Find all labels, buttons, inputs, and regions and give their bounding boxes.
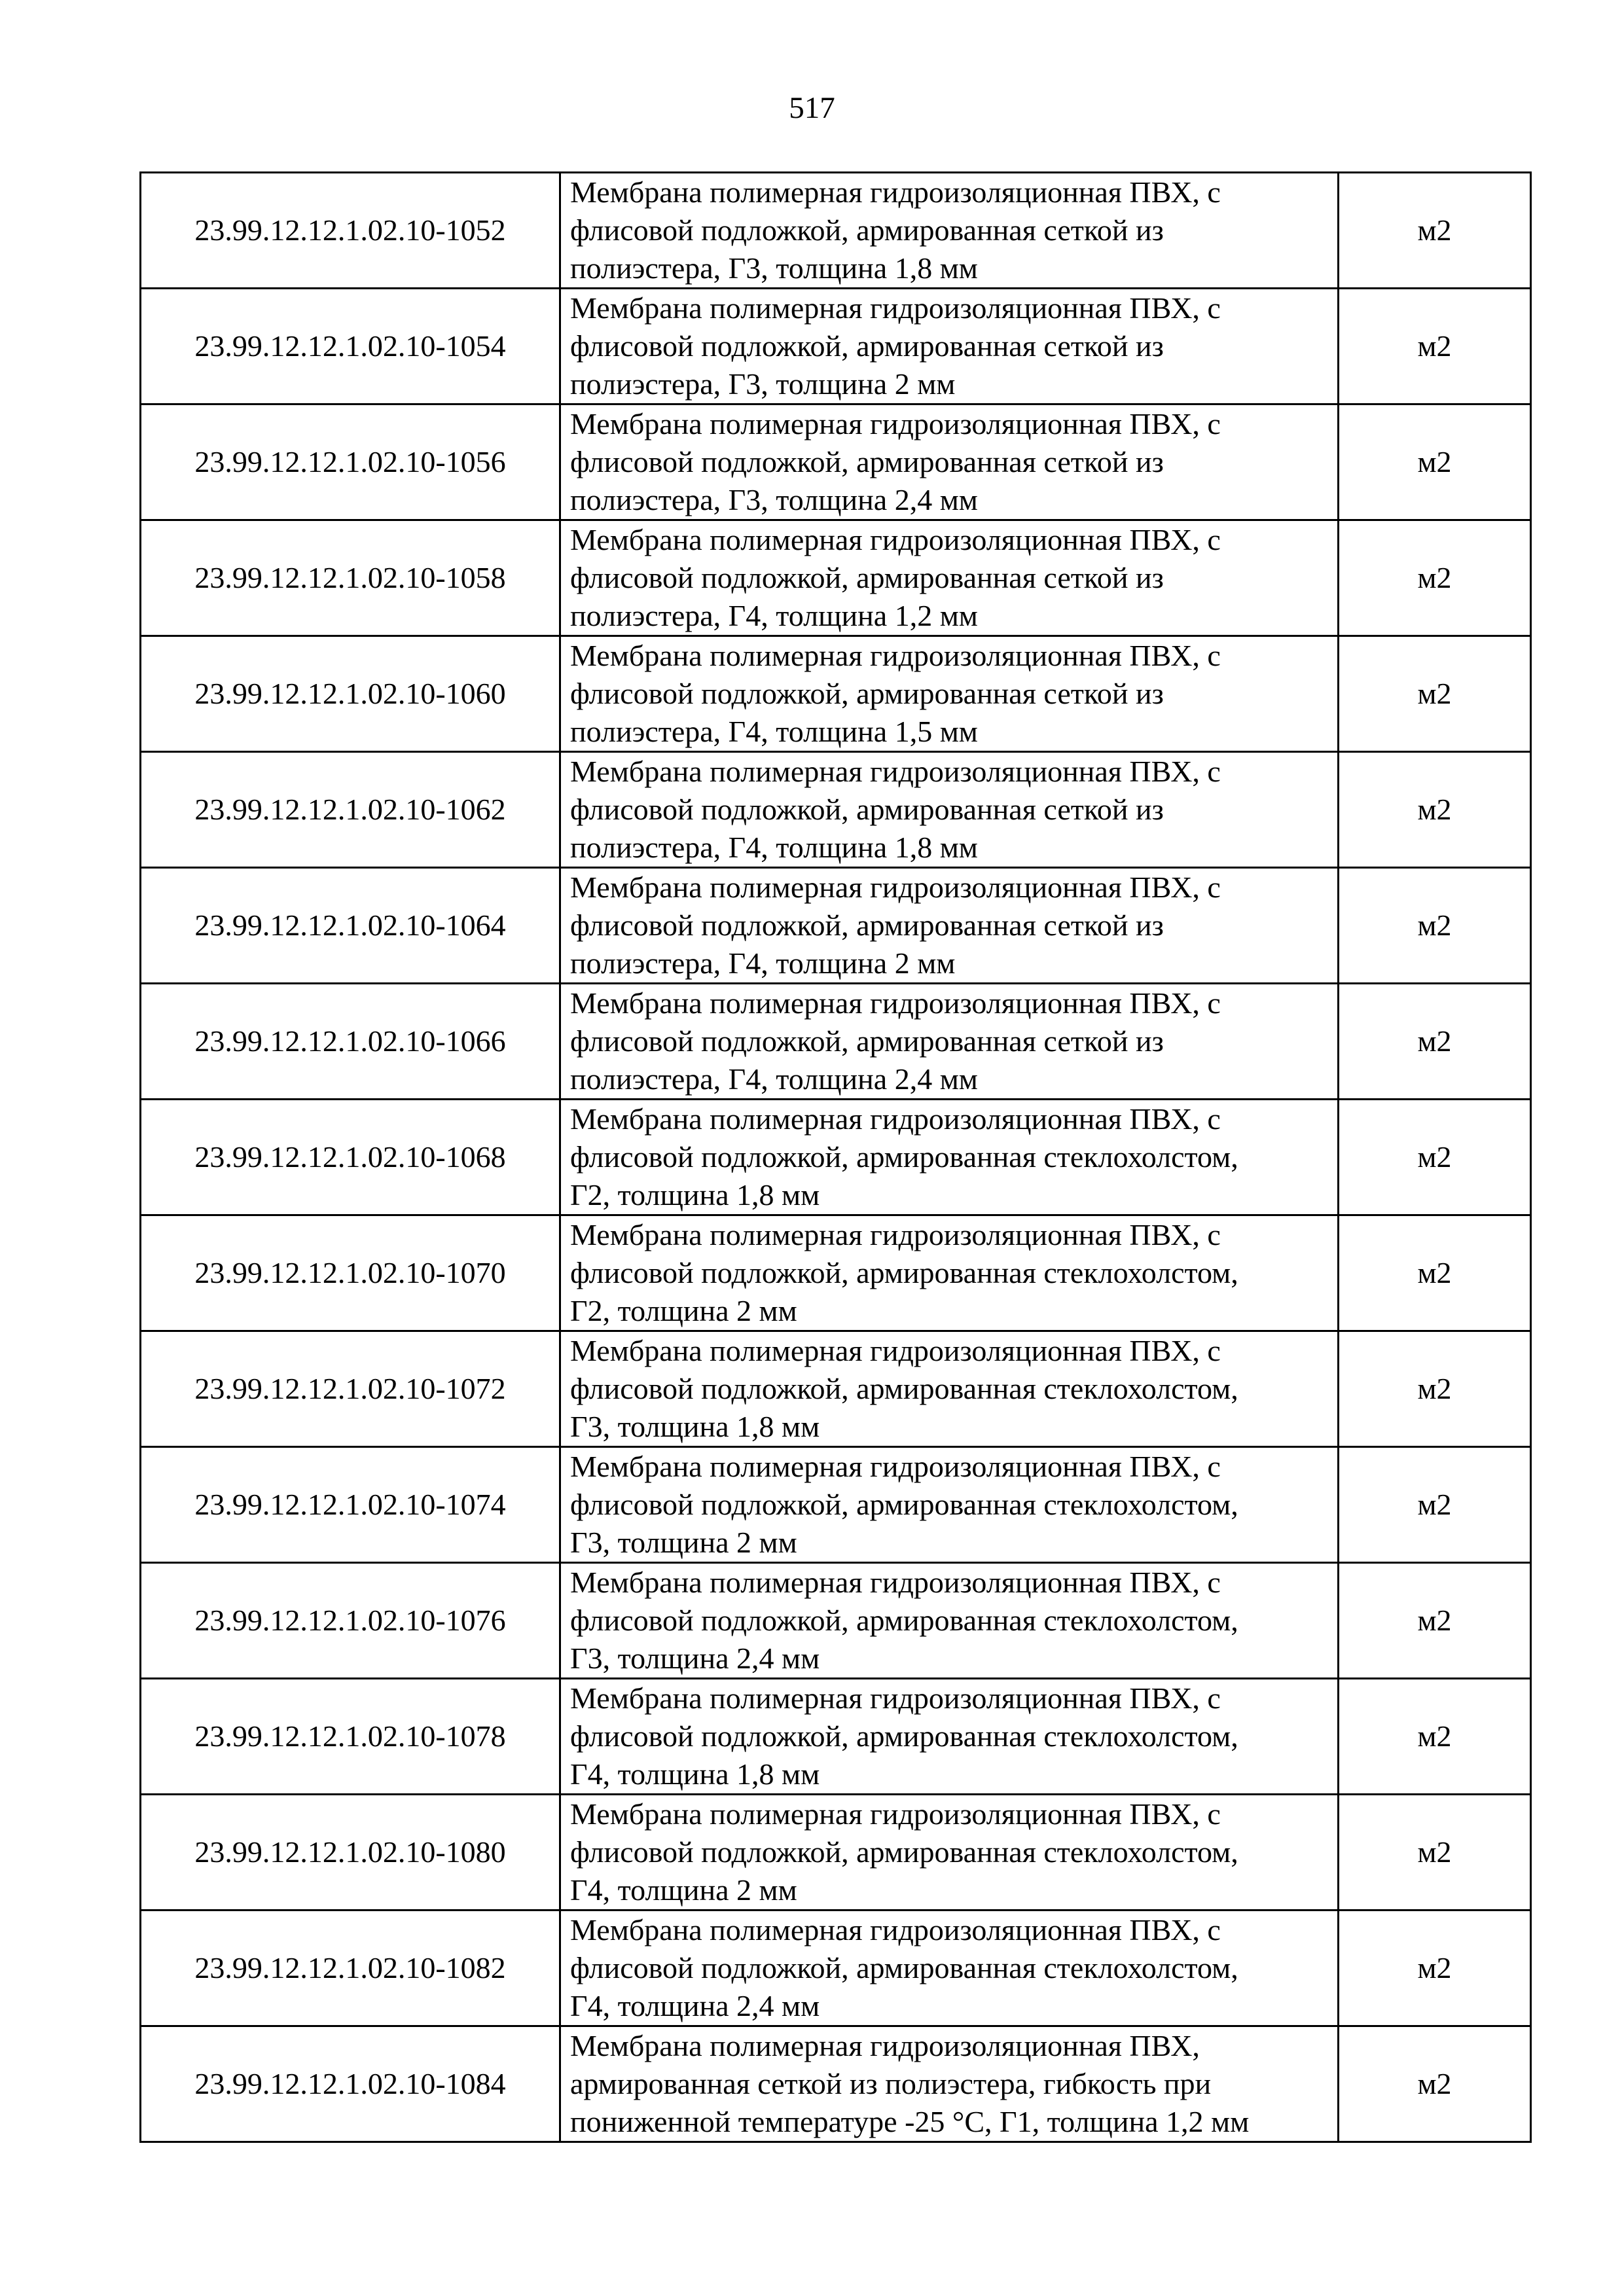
- resource-code-cell: 23.99.12.12.1.02.10-1084: [141, 2026, 560, 2142]
- description-line: флисовой подложкой, армированная сеткой из: [570, 1024, 1164, 1058]
- resource-code-cell: 23.99.12.12.1.02.10-1082: [141, 1910, 560, 2026]
- description-line: полиэстера, Г4, толщина 2,4 мм: [570, 1062, 978, 1096]
- resource-code-cell: 23.99.12.12.1.02.10-1080: [141, 1795, 560, 1910]
- resource-description-cell: [560, 1795, 1339, 1910]
- resource-description-cell: [560, 520, 1339, 636]
- description-line: Мембрана полимерная гидроизоляционная ПВХ, с: [570, 291, 1221, 325]
- table-row: [141, 1679, 1531, 1795]
- description-line: полиэстера, Г4, толщина 1,2 мм: [570, 599, 978, 632]
- table-row: [141, 173, 1531, 289]
- unit-cell: м2: [1339, 2026, 1531, 2142]
- resource-code-cell: 23.99.12.12.1.02.10-1064: [141, 868, 560, 984]
- resource-description-cell: [560, 2026, 1339, 2142]
- description-line: флисовой подложкой, армированная стеклохолстом,: [570, 1256, 1238, 1289]
- unit-cell: м2: [1339, 752, 1531, 868]
- description-line: полиэстера, Г3, толщина 2,4 мм: [570, 483, 978, 516]
- description-line: Мембрана полимерная гидроизоляционная ПВХ, с: [570, 1450, 1221, 1483]
- description-line: флисовой подложкой, армированная сеткой из: [570, 329, 1164, 363]
- description-line: полиэстера, Г4, толщина 1,8 мм: [570, 831, 978, 864]
- description-line: Г2, толщина 2 мм: [570, 1294, 797, 1327]
- resource-description-cell: [560, 984, 1339, 1100]
- description-line: флисовой подложкой, армированная сеткой из: [570, 677, 1164, 710]
- description-line: флисовой подложкой, армированная стеклохолстом,: [570, 1719, 1238, 1753]
- unit-cell: м2: [1339, 1679, 1531, 1795]
- unit-cell: м2: [1339, 1447, 1531, 1563]
- table-row: [141, 1563, 1531, 1679]
- resource-code-cell: 23.99.12.12.1.02.10-1066: [141, 984, 560, 1100]
- description-line: Мембрана полимерная гидроизоляционная ПВХ, с: [570, 1681, 1221, 1715]
- resource-table-body: [141, 173, 1531, 2142]
- resource-code-cell: 23.99.12.12.1.02.10-1078: [141, 1679, 560, 1795]
- table-row: [141, 1100, 1531, 1215]
- description-line: Мембрана полимерная гидроизоляционная ПВХ, с: [570, 986, 1221, 1020]
- resource-description-cell: [560, 636, 1339, 752]
- description-line: Мембрана полимерная гидроизоляционная ПВХ, с: [570, 1334, 1221, 1367]
- description-line: полиэстера, Г4, толщина 1,5 мм: [570, 715, 978, 748]
- description-line: Мембрана полимерная гидроизоляционная ПВХ, с: [570, 175, 1221, 209]
- unit-cell: м2: [1339, 520, 1531, 636]
- table-row: [141, 520, 1531, 636]
- description-line: Г4, толщина 2,4 мм: [570, 1989, 820, 2022]
- resource-description-cell: [560, 1679, 1339, 1795]
- resource-description-cell: [560, 1331, 1339, 1447]
- resource-code-cell: 23.99.12.12.1.02.10-1058: [141, 520, 560, 636]
- unit-cell: м2: [1339, 868, 1531, 984]
- table-row: [141, 1447, 1531, 1563]
- unit-cell: м2: [1339, 1910, 1531, 2026]
- page-number: 517: [789, 91, 835, 125]
- description-line: Мембрана полимерная гидроизоляционная ПВХ,: [570, 2029, 1200, 2062]
- description-line: флисовой подложкой, армированная стеклохолстом,: [570, 1372, 1238, 1405]
- resource-code-cell: 23.99.12.12.1.02.10-1070: [141, 1215, 560, 1331]
- resource-description-cell: [560, 1447, 1339, 1563]
- description-line: Г3, толщина 1,8 мм: [570, 1410, 820, 1443]
- table-row: [141, 1795, 1531, 1910]
- description-line: Мембрана полимерная гидроизоляционная ПВХ, с: [570, 1913, 1221, 1946]
- resource-description-cell: [560, 1100, 1339, 1215]
- description-line: Мембрана полимерная гидроизоляционная ПВХ, с: [570, 1566, 1221, 1599]
- description-line: флисовой подложкой, армированная сеткой из: [570, 445, 1164, 478]
- resource-description-cell: [560, 1910, 1339, 2026]
- resource-description-cell: [560, 289, 1339, 404]
- resource-description-cell: [560, 1215, 1339, 1331]
- unit-cell: м2: [1339, 173, 1531, 289]
- table-row: [141, 752, 1531, 868]
- unit-cell: м2: [1339, 1795, 1531, 1910]
- description-line: Г2, толщина 1,8 мм: [570, 1178, 820, 1211]
- unit-cell: м2: [1339, 1331, 1531, 1447]
- table-row: [141, 2026, 1531, 2142]
- unit-cell: м2: [1339, 289, 1531, 404]
- description-line: флисовой подложкой, армированная стеклохолстом,: [570, 1835, 1238, 1869]
- resource-code-cell: 23.99.12.12.1.02.10-1054: [141, 289, 560, 404]
- table-row: [141, 289, 1531, 404]
- description-line: флисовой подложкой, армированная сеткой из: [570, 561, 1164, 594]
- unit-cell: м2: [1339, 636, 1531, 752]
- table-row: [141, 636, 1531, 752]
- resource-description-cell: [560, 404, 1339, 520]
- description-line: полиэстера, Г3, толщина 2 мм: [570, 367, 956, 401]
- unit-cell: м2: [1339, 1215, 1531, 1331]
- description-line: Г4, толщина 1,8 мм: [570, 1757, 820, 1791]
- resource-code-cell: 23.99.12.12.1.02.10-1072: [141, 1331, 560, 1447]
- description-line: флисовой подложкой, армированная сеткой из: [570, 908, 1164, 942]
- resource-description-cell: [560, 173, 1339, 289]
- description-line: Мембрана полимерная гидроизоляционная ПВХ, с: [570, 755, 1221, 788]
- description-line: Мембрана полимерная гидроизоляционная ПВХ, с: [570, 870, 1221, 904]
- resource-code-cell: 23.99.12.12.1.02.10-1074: [141, 1447, 560, 1563]
- resource-description-cell: [560, 1563, 1339, 1679]
- resource-code-cell: 23.99.12.12.1.02.10-1068: [141, 1100, 560, 1215]
- description-line: Мембрана полимерная гидроизоляционная ПВХ, с: [570, 639, 1221, 672]
- unit-cell: м2: [1339, 1100, 1531, 1215]
- resource-description-cell: [560, 868, 1339, 984]
- table-row: [141, 1331, 1531, 1447]
- description-line: пониженной температуре -25 °С, Г1, толщина 1,2 мм: [570, 2105, 1250, 2138]
- resource-description-cell: [560, 752, 1339, 868]
- description-line: Г3, толщина 2 мм: [570, 1526, 797, 1559]
- unit-cell: м2: [1339, 404, 1531, 520]
- description-line: армированная сеткой из полиэстера, гибкость при: [570, 2067, 1212, 2100]
- description-line: полиэстера, Г3, толщина 1,8 мм: [570, 251, 978, 285]
- description-line: флисовой подложкой, армированная стеклохолстом,: [570, 1951, 1238, 1984]
- description-line: флисовой подложкой, армированная стеклохолстом,: [570, 1488, 1238, 1521]
- description-line: флисовой подложкой, армированная стеклохолстом,: [570, 1604, 1238, 1637]
- unit-cell: м2: [1339, 984, 1531, 1100]
- description-line: Мембрана полимерная гидроизоляционная ПВХ, с: [570, 523, 1221, 556]
- description-line: Мембрана полимерная гидроизоляционная ПВХ, с: [570, 407, 1221, 440]
- resource-code-cell: 23.99.12.12.1.02.10-1076: [141, 1563, 560, 1679]
- table-row: [141, 868, 1531, 984]
- unit-cell: м2: [1339, 1563, 1531, 1679]
- resource-code-cell: 23.99.12.12.1.02.10-1056: [141, 404, 560, 520]
- description-line: Мембрана полимерная гидроизоляционная ПВХ, с: [570, 1218, 1221, 1251]
- resource-code-cell: 23.99.12.12.1.02.10-1052: [141, 173, 560, 289]
- description-line: Г4, толщина 2 мм: [570, 1873, 797, 1907]
- table-row: [141, 984, 1531, 1100]
- description-line: Г3, толщина 2,4 мм: [570, 1641, 820, 1675]
- resource-code-cell: 23.99.12.12.1.02.10-1062: [141, 752, 560, 868]
- table-row: [141, 404, 1531, 520]
- resource-code-cell: 23.99.12.12.1.02.10-1060: [141, 636, 560, 752]
- description-line: флисовой подложкой, армированная сеткой из: [570, 793, 1164, 826]
- table-row: [141, 1215, 1531, 1331]
- description-line: флисовой подложкой, армированная сеткой из: [570, 213, 1164, 247]
- table-row: [141, 1910, 1531, 2026]
- description-line: полиэстера, Г4, толщина 2 мм: [570, 946, 956, 980]
- description-line: флисовой подложкой, армированная стеклохолстом,: [570, 1140, 1238, 1174]
- description-line: Мембрана полимерная гидроизоляционная ПВХ, с: [570, 1102, 1221, 1136]
- resource-table: [139, 171, 1532, 2143]
- description-line: Мембрана полимерная гидроизоляционная ПВХ, с: [570, 1797, 1221, 1831]
